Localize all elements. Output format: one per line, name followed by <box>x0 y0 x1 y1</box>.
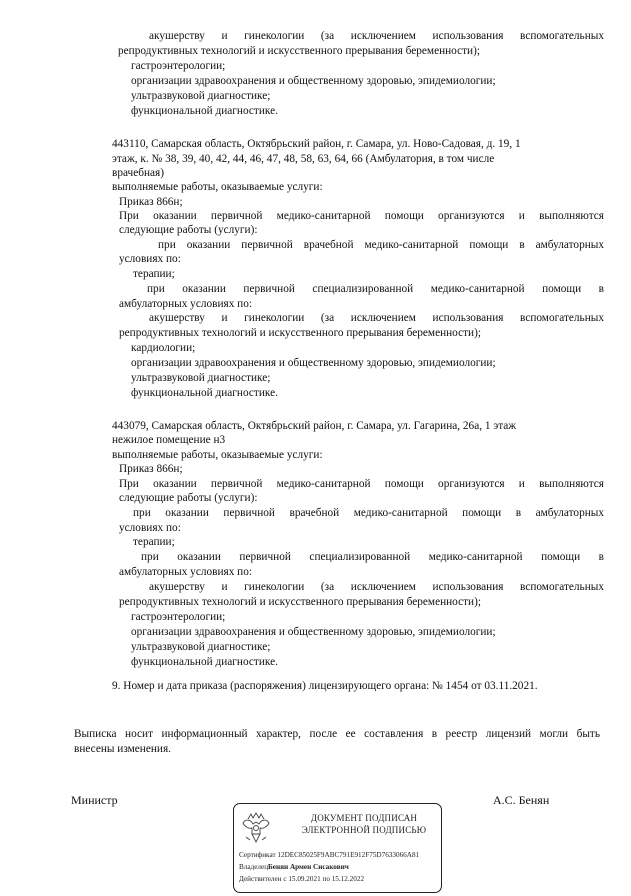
block3-line: условиях по: <box>119 522 181 534</box>
block1-line: акушерству и гинекологии (за исключением использования вспомогательных <box>149 30 604 42</box>
block3-line: репродуктивных технологий и искусственного прерывания беременности); <box>119 596 482 608</box>
block3-address: 443079, Самарская область, Октябрьский район, г. Самара, ул. Гагарина, 26а, 1 этаж <box>112 420 517 432</box>
block3-works: выполняемые работы, оказываемые услуги: <box>112 449 323 461</box>
block2-line: терапии; <box>133 268 175 280</box>
block1-line: функциональной диагностике. <box>131 105 278 117</box>
block2-line: следующие работы (услуги): <box>119 224 258 236</box>
block3-line: гастроэнтерологии; <box>131 611 226 623</box>
block2-line: кардиологии; <box>131 342 196 354</box>
block2-line: условиях по: <box>119 253 181 265</box>
block2-line: амбулаторных условиях по: <box>119 298 253 310</box>
block3-line: терапии; <box>133 536 175 548</box>
item-9-order: 9. Номер и дата приказа (распоряжения) лицензирующего органа: № 1454 от 03.11.2021. <box>112 680 538 692</box>
stamp-owner <box>239 863 349 871</box>
block2-address: врачебная) <box>112 167 165 179</box>
stamp-owner-name: Бенян Армен Сисакович <box>268 863 349 871</box>
block2-line: функциональной диагностике. <box>131 387 278 399</box>
block1-line: гастроэнтерологии; <box>131 60 226 72</box>
block2-line: при оказании первичной врачебной медико-санитарной помощи в амбулаторных <box>158 239 604 251</box>
block1-line: ультразвуковой диагностике; <box>131 90 271 102</box>
block2-address: этаж, к. № 38, 39, 40, 42, 44, 46, 47, 48, 58, 63, 64, 66 (Амбулатория, в том числе <box>112 153 495 165</box>
disclaimer-line: внесены изменения. <box>74 743 171 755</box>
block3-line: функциональной диагностике. <box>131 656 278 668</box>
block2-line: репродуктивных технологий и искусственного прерывания беременности); <box>119 327 482 339</box>
signer-name: А.С. Бенян <box>493 793 550 807</box>
block1-line: организации здравоохранения и общественному здоровью, эпидемиологии; <box>131 75 496 87</box>
signer-position: Министр <box>71 793 118 807</box>
stamp-validity: Действителен с 15.09.2021 по 15.12.2022 <box>239 875 365 883</box>
block2-works: выполняемые работы, оказываемые услуги: <box>112 181 323 193</box>
block2-address: 443110, Самарская область, Октябрьский район, г. Самара, ул. Ново-Садовая, д. 19, 1 <box>112 138 521 150</box>
block3-line: амбулаторных условиях по: <box>119 566 253 578</box>
block3-order: Приказ 866н; <box>119 463 183 475</box>
stamp-title: ЭЛЕКТРОННОЙ ПОДПИСЬЮ <box>301 825 427 835</box>
block3-line: при оказании первичной специализированной медико-санитарной помощи в <box>141 551 604 563</box>
e-signature-stamp <box>233 803 442 893</box>
block3-line: акушерству и гинекологии (за исключением использования вспомогательных <box>149 581 604 593</box>
block3-line: организации здравоохранения и общественному здоровью, эпидемиологии; <box>131 626 496 638</box>
block3-line: при оказании первичной врачебной медико-санитарной помощи в амбулаторных <box>133 507 604 519</box>
block3-line: При оказании первичной медико-санитарной помощи организуются и выполняются <box>119 478 604 490</box>
disclaimer-line: Выписка носит информационный характер, после ее составления в реестр лицензий могли быть <box>74 728 600 740</box>
block2-line: при оказании первичной специализированной медико-санитарной помощи в <box>147 283 604 295</box>
block2-line: организации здравоохранения и общественному здоровью, эпидемиологии; <box>131 357 496 369</box>
block3-line: следующие работы (услуги): <box>119 492 258 504</box>
block3-line: ультразвуковой диагностике; <box>131 641 271 653</box>
block2-order: Приказ 866н; <box>119 196 183 208</box>
stamp-title: ДОКУМЕНТ ПОДПИСАН <box>310 813 418 823</box>
stamp-certificate: Сертификат 12DEC85025F9ABC791E912F75D7633066A81 <box>239 851 420 859</box>
block1-line: репродуктивных технологий и искусственного прерывания беременности); <box>118 45 481 57</box>
block2-line: ультразвуковой диагностике; <box>131 372 271 384</box>
coat-of-arms-icon <box>240 809 272 847</box>
block2-line: акушерству и гинекологии (за исключением использования вспомогательных <box>149 312 604 324</box>
stamp-owner-label: Владелец <box>239 863 269 871</box>
block2-line: При оказании первичной медико-санитарной помощи организуются и выполняются <box>119 210 604 222</box>
block3-address: нежилое помещение н3 <box>112 434 226 446</box>
